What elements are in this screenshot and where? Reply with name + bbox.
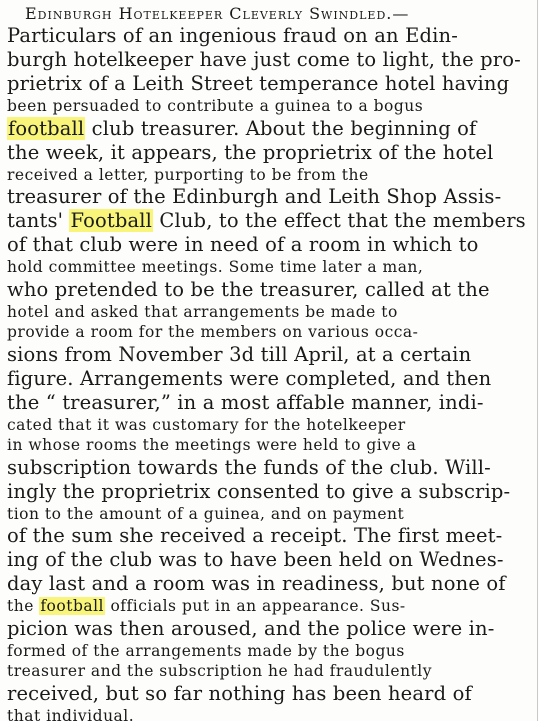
article-line — [7, 524, 534, 548]
article-line — [7, 165, 534, 186]
article-line — [7, 617, 534, 641]
line-text: Particulars of an ingenious fraud on an Edin- — [7, 24, 458, 47]
article-line — [7, 209, 534, 233]
article-line — [7, 661, 534, 682]
article-line — [7, 96, 534, 117]
article-line — [7, 24, 534, 48]
line-text: Edinburgh Hotelkeeper Cleverly Swindled.— — [25, 4, 409, 23]
line-text: treasurer of the Edinburgh and Leith Shop Assis- — [7, 185, 501, 208]
article-line — [7, 117, 534, 141]
line-text: hold committee meetings. Some time later a man, — [7, 258, 423, 276]
article-body — [7, 4, 534, 726]
article-line — [7, 302, 534, 323]
article-line — [7, 682, 534, 706]
article-line — [7, 322, 534, 343]
article-line — [7, 141, 534, 165]
line-text: burgh hotelkeeper have just come to light, the pro- — [7, 48, 521, 71]
line-text: subscription towards the funds of the club. Will- — [7, 456, 491, 479]
article-line — [7, 257, 534, 278]
line-text: that individual. — [7, 707, 134, 725]
line-text: figure. Arrangements were completed, and then — [7, 367, 491, 390]
line-text: in whose rooms the meetings were held to give a — [7, 436, 416, 454]
highlighted-term: Football — [69, 209, 153, 232]
article-line — [7, 72, 534, 96]
line-text: hotel and asked that arrangements be made to — [7, 303, 398, 321]
line-text: the week, it appears, the proprietrix of the hotel — [7, 141, 493, 164]
article-line — [7, 706, 534, 726]
article-line — [7, 456, 534, 480]
article-line — [7, 641, 534, 662]
highlighted-term: football — [39, 597, 105, 615]
article-line — [7, 391, 534, 415]
article-line — [7, 435, 534, 456]
line-text: tants' — [7, 209, 69, 232]
line-text: sions from November 3d till April, at a certain — [7, 343, 471, 366]
line-text: provide a room for the members on various occa- — [7, 323, 418, 341]
article-line — [7, 343, 534, 367]
line-text: ing of the club was to have been held on Wednes- — [7, 548, 504, 571]
line-text: ingly the proprietrix consented to give a subscrip- — [7, 480, 510, 503]
line-text: picion was then aroused, and the police were in- — [7, 617, 495, 640]
article-line — [7, 185, 534, 209]
line-text: been persuaded to contribute a guinea to a bogus — [7, 97, 423, 115]
line-text: treasurer and the subscription he had fraudulently — [7, 662, 432, 680]
article-line — [7, 480, 534, 504]
line-text: who pretended to be the treasurer, called at the — [7, 278, 490, 301]
article-line — [7, 548, 534, 572]
line-text: prietrix of a Leith Street temperance hotel having — [7, 72, 509, 95]
line-text: received, but so far nothing has been heard of — [7, 682, 472, 705]
line-text: the — [7, 597, 39, 615]
article-line — [7, 415, 534, 436]
line-text: day last and a room was in readiness, but none of — [7, 572, 506, 595]
line-text: received a letter, purporting to be from the — [7, 166, 369, 184]
article-line — [7, 572, 534, 596]
line-text: club treasurer. About the beginning of — [85, 117, 476, 140]
line-text: cated that it was customary for the hotelkeeper — [7, 416, 406, 434]
article-line — [7, 233, 534, 257]
line-text: officials put in an appearance. Sus- — [105, 597, 406, 615]
line-text: the “ treasurer,” in a most affable manner, indi- — [7, 391, 484, 414]
article-headline — [7, 4, 534, 24]
article-line — [7, 278, 534, 302]
article-line — [7, 367, 534, 391]
article-line — [7, 504, 534, 525]
column-rule — [537, 0, 538, 721]
line-text: formed of the arrangements made by the bogus — [7, 642, 405, 660]
article-line — [7, 596, 534, 617]
highlighted-term: football — [7, 117, 85, 140]
line-text: tion to the amount of a guinea, and on payment — [7, 505, 404, 523]
line-text: of the sum she received a receipt. The first meet- — [7, 524, 502, 547]
line-text: Club, to the effect that the members — [153, 209, 526, 232]
line-text: of that club were in need of a room in which to — [7, 233, 478, 256]
article-line — [7, 48, 534, 72]
